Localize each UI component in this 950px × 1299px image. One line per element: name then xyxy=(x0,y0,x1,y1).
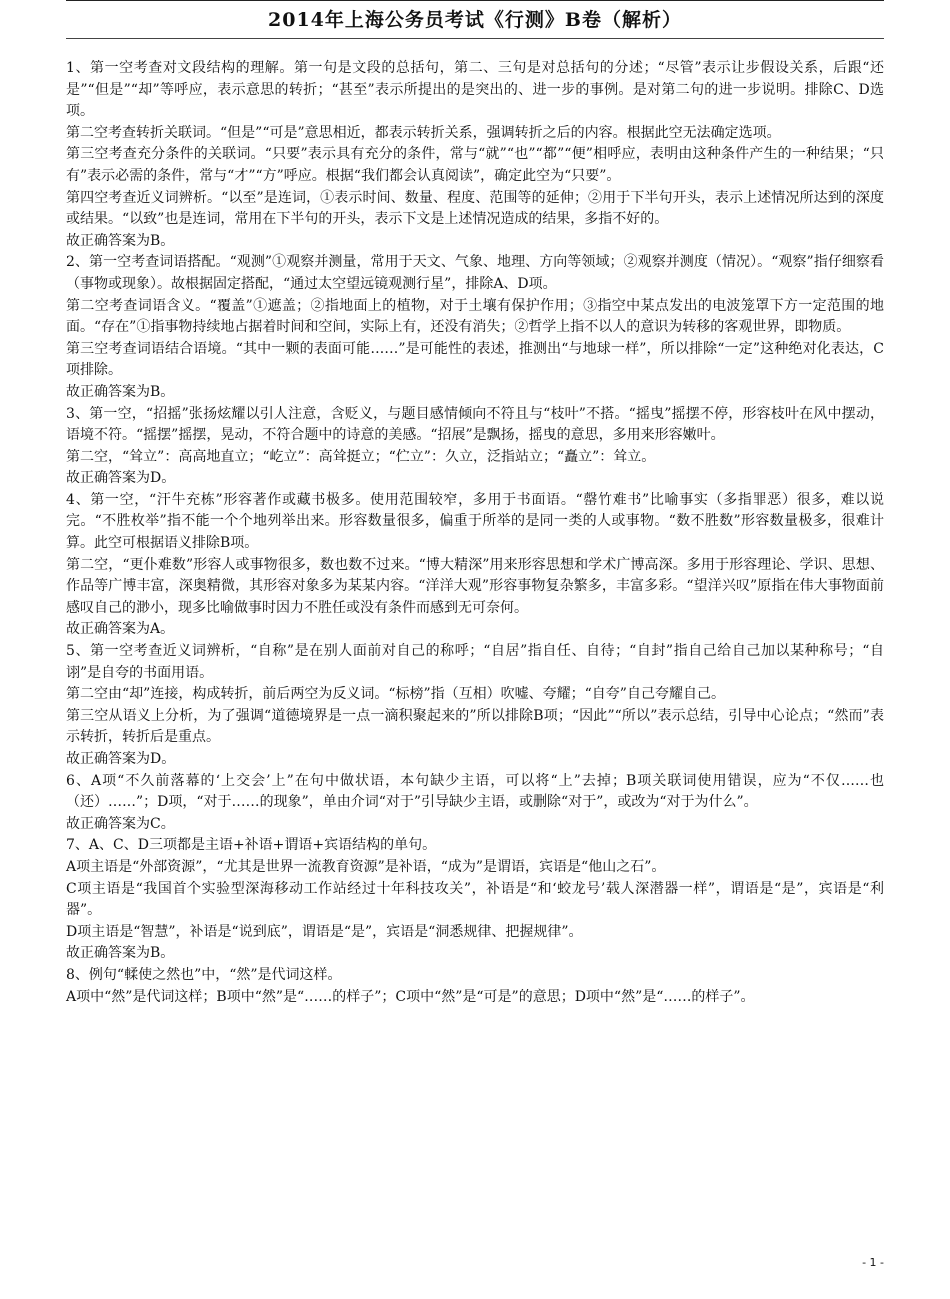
paragraph: 故正确答案为D。 xyxy=(66,751,176,767)
paragraph: 第二空考查词语含义。“覆盖”①遮盖；②指地面上的植物，对于土壤有保护作用；③指空中某点发出的电波笼罩下方一定范围的地面。“存在”①指事物持续地占据着时间和空间，实际上有，还没有消失；②哲学上指不以人的意识为转移的客观世界，即物质。 xyxy=(66,297,884,336)
paragraph: 故正确答案为B。 xyxy=(66,945,175,962)
paragraph: 故正确答案为B。 xyxy=(66,383,175,400)
paragraph: 第四空考查近义词辨析。“以至”是连词，①表示时间、数量、程度、范围等的延伸；②用于下半句开头，表示上述情况所达到的深度或结果。“以致”也是连词，常用在下半句的开头，表示下文是上述情况造成的结果，多指不好的。 xyxy=(66,189,884,228)
paragraph: 6、A项“不久前落幕的‘上交会’上”在句中做状语，本句缺少主语，可以将“上”去掉；B项关联词使用错误，应为“不仅‥‥‥也（还）‥‥‥”；D项，“对于‥‥‥的现象”，单由介词“对于”引导缺少主语，或删除“对于”，或改为“对于为什么”。 xyxy=(66,772,884,811)
top-rule xyxy=(66,0,884,1)
paragraph: 故正确答案为C。 xyxy=(66,815,175,832)
paragraph: 故正确答案为B。 xyxy=(66,232,175,249)
paragraph: 故正确答案为D。 xyxy=(66,470,176,487)
page-number: - 1 - xyxy=(862,1256,884,1269)
paragraph: 8、例句“輮使之然也”中，“然”是代词这样。 xyxy=(66,966,342,983)
paragraph: D项主语是“智慧”，补语是“说到底”，谓语是“是”，宾语是“洞悉规律、把握规律”。 xyxy=(66,923,583,940)
paragraph: 1、第一空考查对文段结构的理解。第一句是文段的总括句，第二、三句是对总括句的分述；“尽管”表示让步假设关系，后跟“还是”“但是”“却”等呼应，表示意思的转折；“甚至”表示所提出的是突出的、进一步的事例。是对第二句的进一步说明。排除C、D选项。 xyxy=(66,60,884,120)
paragraph: 2、第一空考查词语搭配。“观测”①观察并测量，常用于天文、气象、地理、方向等领域；②观察并测度（情况）。“观察”指仔细察看（事物或现象）。故根据固定搭配，“通过太空望远镜观测行星”，排除A、D项。 xyxy=(66,254,884,292)
paragraph: 3、第一空，“招摇”张扬炫耀以引人注意，含贬义，与题目感情倾向不符且与“枝叶”不搭。“摇曳”摇摆不停，形容枝叶在风中摆动，语境不符。“摇摆”摇摆，晃动，不符合题中的诗意的美感。“招展”是飘扬，摇曳的意思，多用来形容嫩叶。 xyxy=(66,405,884,444)
title-divider xyxy=(66,38,884,39)
paragraph: 第二空考查转折关联词。“但是”“可是”意思相近，都表示转折关系，强调转折之后的内容。根据此空无法确定选项。 xyxy=(66,124,781,141)
paragraph: C项主语是“我国首个实验型深海移动工作站经过十年科技攻关”，补语是“和‘蛟龙号’载人深潜器一样”，谓语是“是”，宾语是“利器”。 xyxy=(66,880,884,919)
paragraph: 4、第一空，“汗牛充栋”形容著作或藏书极多。使用范围较窄，多用于书面语。“罄竹难书”比喻事实（多指罪恶）很多，难以说完。“不胜枚举”指不能一个个地列举出来。形容数量很多，偏重于所举的是同一类的人或事物。“数不胜数”形容数量极多，很难计算。此空可根据语义排除B项。 xyxy=(66,491,884,552)
paragraph: 5、第一空考查近义词辨析，“自称”是在别人面前对自己的称呼；“自居”指自任、自待；“自封”指自己给自己加以某种称号；“自诩”是自夸的书面用语。 xyxy=(66,643,884,681)
paragraph: A项主语是“外部资源”，“尤其是世界一流教育资源”是补语，“成为”是谓语，宾语是“他山之石”。 xyxy=(66,858,666,875)
page-title: 2014年上海公务员考试《行测》B卷（解析） xyxy=(268,9,682,31)
document-body xyxy=(66,58,884,1008)
paragraph: A项中“然”是代词这样；B项中“然”是“‥‥‥的样子”；C项中“然”是“可是”的意思；D项中“然”是“‥‥‥的样子”。 xyxy=(66,988,755,1005)
paragraph: 第三空考查词语结合语境。“其中一颗的表面可能‥‥‥”是可能性的表述，推测出“与地球一样”，所以排除“一定”这种绝对化表达，C项排除。 xyxy=(66,340,884,379)
paragraph: 第二空，“更仆难数”形容人或事物很多，数也数不过来。“博大精深”用来形容思想和学术广博高深。多用于形容理论、学识、思想、作品等广博丰富，深奥精微，其形容对象多为某某内容。“洋洋大观”形容事物复杂繁多，丰富多彩。“望洋兴叹”原指在伟大事物面前感叹自己的渺小，现多比喻做事时因力不胜任或没有条件而感到无可奈何。 xyxy=(66,556,884,616)
paragraph: 第二空，“耸立”：高高地直立；“屹立”：高耸挺立；“伫立”：久立，泛指站立；“矗立”：耸立。 xyxy=(66,448,656,465)
paragraph: 第三空从语义上分析，为了强调“道德境界是一点一滴积聚起来的”所以排除B项；“因此”“所以”表示总结，引导中心论点；“然而”表示转折，转折后是重点。 xyxy=(66,707,884,746)
paragraph: 第二空由“却”连接，构成转折，前后两空为反义词。“标榜”指（互相）吹嘘、夸耀；“自夸”自己夸耀自己。 xyxy=(66,686,725,703)
paragraph: 第三空考查充分条件的关联词。“只要”表示具有充分的条件，常与“就”“也”“都”“便”相呼应，表明由这种条件产生的一种结果；“只有”表示必需的条件，常与“才”“方”呼应。根据“我们都会认真阅读”，确定此空为“只要”。 xyxy=(66,146,884,184)
paragraph: 故正确答案为A。 xyxy=(66,621,175,638)
paragraph: 7、A、C、D三项都是主语+补语+谓语+宾语结构的单句。 xyxy=(66,837,437,854)
